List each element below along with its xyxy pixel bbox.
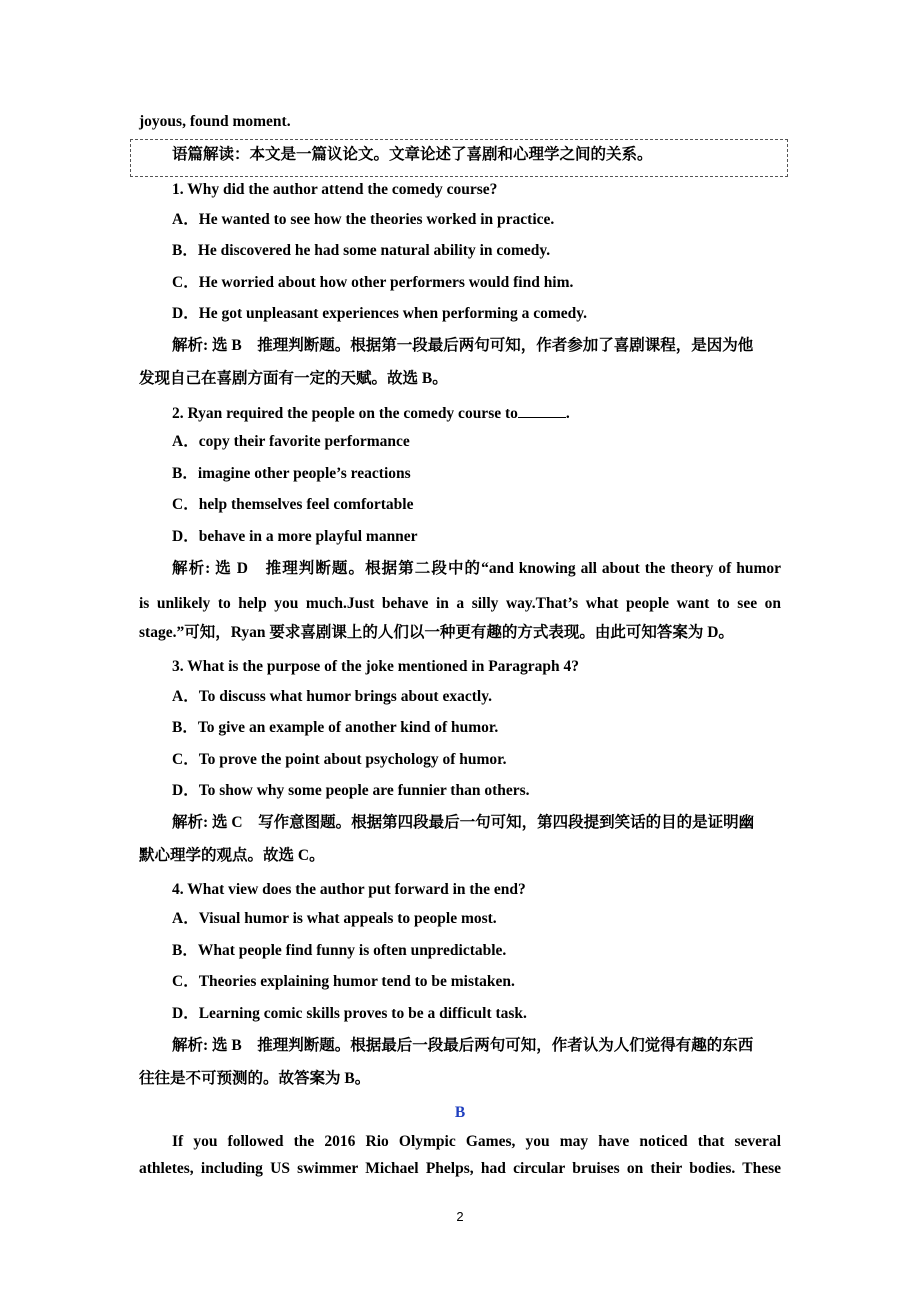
continuation-text: joyous, found moment.: [139, 113, 291, 130]
question-1-explanation-line-1: 解析: 选 B 推理判断题。根据第一段最后两句可知，作者参加了喜剧课程，是因为他: [172, 337, 754, 354]
question-2-option-b: B．imagine other people’s reactions: [172, 465, 411, 482]
question-1-stem: 1. Why did the author attend the comedy course?: [172, 181, 498, 198]
question-3-explanation-line-1: 解析: 选 C 写作意图题。根据第四段最后一句可知，第四段提到笑话的目的是证明幽: [172, 814, 755, 831]
question-2-option-d: D．behave in a more playful manner: [172, 528, 418, 545]
question-4-option-c: C．Theories explaining humor tend to be mistaken.: [172, 973, 515, 990]
question-3-stem: 3. What is the purpose of the joke mentioned in Paragraph 4?: [172, 658, 580, 675]
section-heading: B: [454, 1104, 466, 1121]
question-3-option-a: A．To discuss what humor brings about exactly.: [172, 688, 492, 705]
question-4-option-b: B．What people find funny is often unpredictable.: [172, 942, 507, 959]
question-3-option-b: B．To give an example of another kind of humor.: [172, 719, 499, 736]
question-1-option-a: A．He wanted to see how the theories worked in practice.: [172, 211, 555, 228]
question-1-explanation-line-2: 发现自己在喜剧方面有一定的天赋。故选 B。: [139, 370, 448, 387]
question-2-explanation-line-1: 解析: 选 D 推理判断题。根据第二段中的“and knowing all about the theory of humor: [172, 560, 781, 577]
summary-text: 语篇解读：本文是一篇议论文。文章论述了喜剧和心理学之间的关系。: [172, 146, 653, 163]
question-1-option-d: D．He got unpleasant experiences when performing a comedy.: [172, 305, 588, 322]
question-2-stem-prefix: 2. Ryan required the people on the comedy course to: [172, 405, 518, 422]
answer-blank: [518, 403, 566, 418]
question-2-explanation-line-2: is unlikely to help you much.Just behave in a silly way.That’s what people want to see on: [139, 595, 781, 612]
question-2-explanation-line-3: stage.”可知，Ryan 要求喜剧课上的人们以一种更有趣的方式表现。由此可知答案为 D。: [139, 624, 734, 641]
question-4-explanation-line-1: 解析: 选 B 推理判断题。根据最后一段最后两句可知，作者认为人们觉得有趣的东西: [172, 1037, 754, 1054]
page-number: 2: [456, 1209, 464, 1224]
question-4-explanation-line-2: 往往是不可预测的。故答案为 B。: [139, 1070, 371, 1087]
question-2-stem-suffix: .: [565, 405, 570, 422]
question-4-stem: 4. What view does the author put forward in the end?: [172, 881, 526, 898]
passage-line-2: athletes, including US swimmer Michael Phelps, had circular bruises on their bodies. These: [139, 1160, 781, 1177]
question-1-option-b: B．He discovered he had some natural ability in comedy.: [172, 242, 551, 259]
question-2-option-c: C．help themselves feel comfortable: [172, 496, 414, 513]
question-2-option-a: A．copy their favorite performance: [172, 433, 410, 450]
question-2-stem: [172, 403, 570, 424]
question-4-option-d: D．Learning comic skills proves to be a difficult task.: [172, 1005, 527, 1022]
question-1-option-c: C．He worried about how other performers would find him.: [172, 274, 574, 291]
question-3-option-c: C．To prove the point about psychology of humor.: [172, 751, 507, 768]
question-3-explanation-line-2: 默心理学的观点。故选 C。: [139, 847, 325, 864]
passage-line-1: If you followed the 2016 Rio Olympic Games, you may have noticed that several: [172, 1133, 781, 1150]
question-4-option-a: A．Visual humor is what appeals to people most.: [172, 910, 497, 927]
question-3-option-d: D．To show why some people are funnier than others.: [172, 782, 530, 799]
